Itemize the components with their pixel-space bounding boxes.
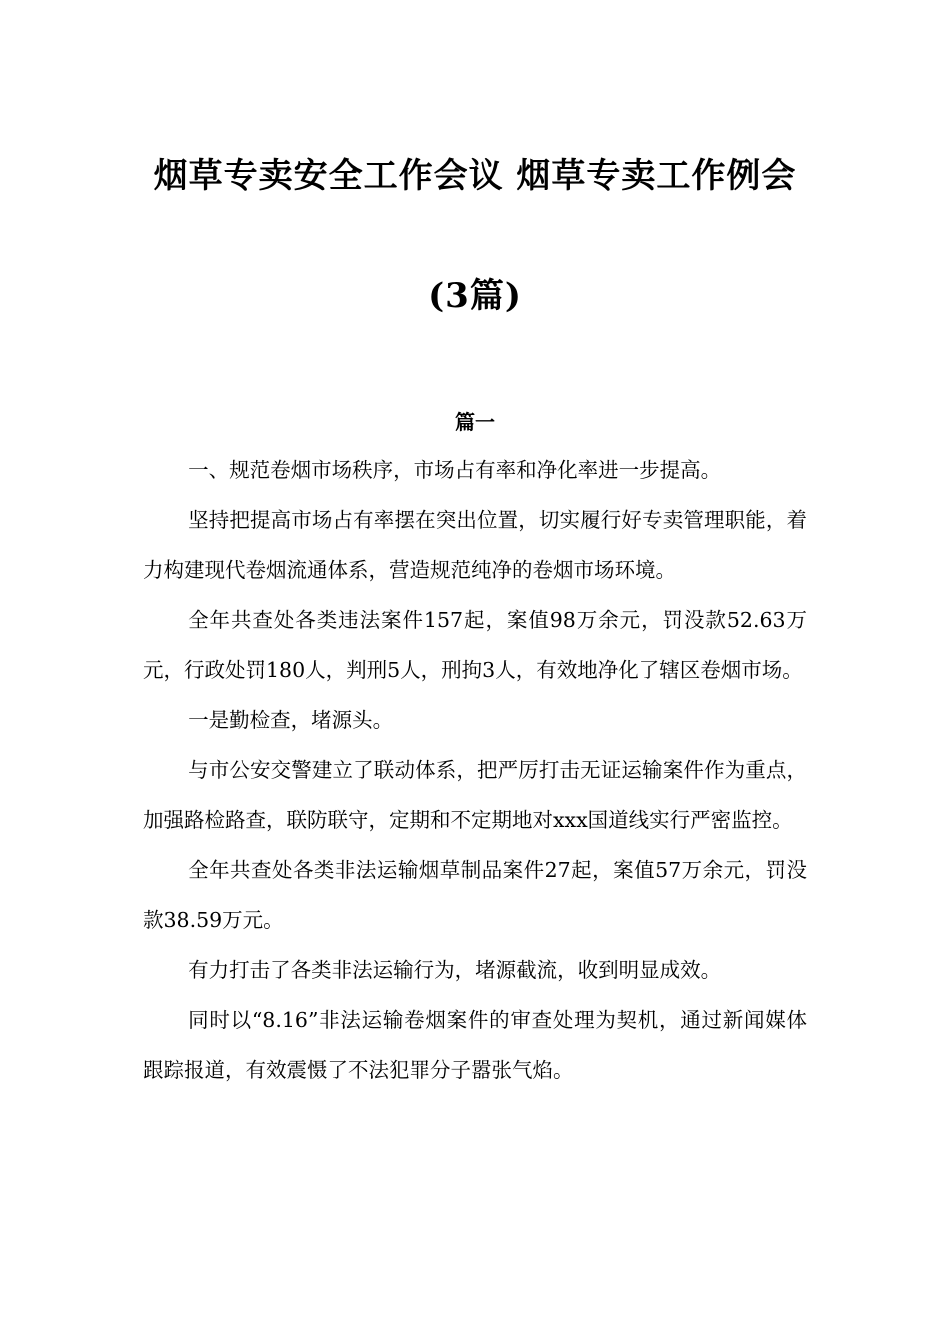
paragraph: 有力打击了各类非法运输行为，堵源截流，收到明显成效。: [188, 958, 722, 982]
document-body: [143, 445, 807, 1095]
paragraph: 全年共查处各类违法案件157起，案值98万余元，罚没款52.63万元，行政处罚180人，判刑5人，刑拘3人，有效地净化了辖区卷烟市场。: [143, 608, 807, 682]
section-heading: 篇一: [455, 410, 495, 434]
document-subtitle: (3篇): [428, 276, 522, 316]
paragraph: 全年共查处各类非法运输烟草制品案件27起，案值57万余元，罚没款38.59万元。: [143, 858, 807, 932]
paragraph: 同时以“8.16”非法运输卷烟案件的审查处理为契机，通过新闻媒体跟踪报道，有效震慑了不法犯罪分子嚣张气焰。: [143, 1008, 807, 1082]
document-title: 烟草专卖安全工作会议 烟草专卖工作例会: [153, 156, 797, 196]
paragraph: 一、规范卷烟市场秩序，市场占有率和净化率进一步提高。: [188, 458, 722, 482]
paragraph: 与市公安交警建立了联动体系，把严厉打击无证运输案件作为重点，加强路检路查，联防联守，定期和不定期地对xxx国道线实行严密监控。: [143, 758, 807, 832]
paragraph: 坚持把提高市场占有率摆在突出位置，切实履行好专卖管理职能，着力构建现代卷烟流通体系，营造规范纯净的卷烟市场环境。: [143, 508, 807, 582]
paragraph: 一是勤检查，堵源头。: [188, 708, 394, 732]
